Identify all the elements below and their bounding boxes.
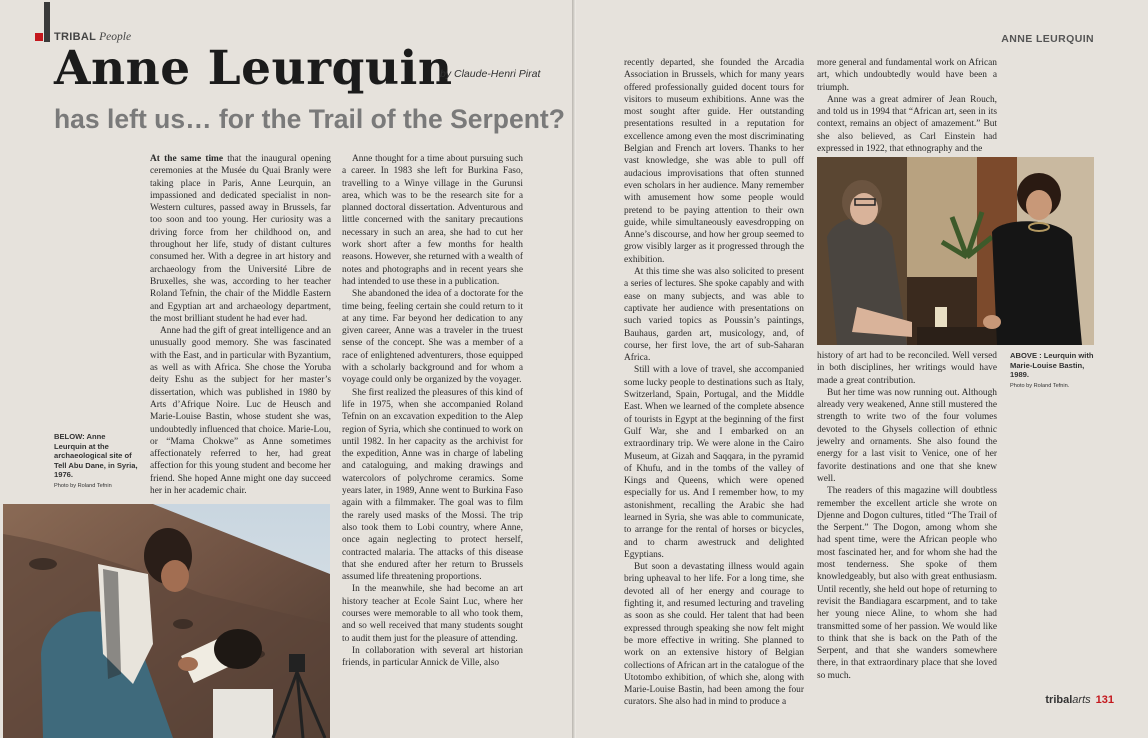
section-label-bold: TRIBAL [54,31,97,43]
section-marker-bar [44,2,50,42]
article-subtitle: has left us… for the Trail of the Serpent? [54,104,565,134]
text-column-4-bottom [817,350,997,682]
caption-text: ABOVE : Leurquin with Marie-Louise Bastin, 1989. [1010,351,1094,380]
paragraph-text: that the inaugural opening ceremonies at the Musée du Quai Branly were taking place in Paris, Anne Leurquin, an impassioned and dedicated specialist in non-Western cultures, passed away in Brussels, far too soon and too young. Her curiosity was a driving force from her childhood on, and throughout her life, study of distant cultures consumed her. With a degree in art history and archaeology from the Université Libre de Bruxelles, she was, according to her teacher Roland Tefnin, the chair of the Middle Eastern and Egyptian art and archaeology department, the most brilliant student he had ever had. [150,154,331,324]
paragraph: Anne was a great admirer of Jean Rouch, and told us in 1994 that “African art, seen in its context, remains an object of amazement.” But she also believed, as Carl Einstein had expressed in 1922, that ethnography and the [817,94,997,155]
paragraph: In the meanwhile, she had become an art history teacher at Ecole Saint Luc, where her courses were memorable to all who took them, and so well received that many students sought to audit them just for the pleasure of attending. [342,584,523,644]
text-column-4-top [817,57,997,155]
page-number: 131 [1095,694,1114,706]
photo-leurquin-bastin [817,157,1094,345]
lead-in: At the same time [150,154,224,164]
photo-archaeological-site [3,504,330,738]
paragraph: But her time was now running out. Although already very weakened, Anne still mustered the strength to write two of the four volumes devoted to the Ghysels collection of ethnic jewelry and ornaments. She also found the energy for a last visit to Venice, one of her favorite destinations and one that she knew well. [817,387,997,484]
paragraph: recently departed, she founded the Arcadia Association in Brussels, which for many years offered professionally guided docent tours for visitors to museum exhibitions. Anne was the most sought after guide. Her outstanding presentations resulted in a reputation for excellence among even the most discriminating Belgian and French art lovers. Thanks to her vast knowledge, she was able to pull off audacious improvisations that often stunned even scholars in her audience. Many remember with amusement how some people would pretend to be paying attention to their own guide, while simultaneously eavesdropping on Anne’s discourse, and how her group seemed to grow visibly larger as it progressed through the exhibition. [624,58,804,265]
photo-illustration [3,504,330,738]
page-folio [1045,694,1114,706]
left-page [0,0,572,738]
paragraph: Anne had the gift of great intelligence and an unusually good memory. She was fascinated with the East, and in particular with Byzantium, as well as with Africa. She chose the Yoruba deity Eshu as the subject for her master’s dissertation, which was published in 1980 by Arts d’Afrique Noire. Luc de Heusch and Marie-Louise Bastin, whose student she was, undoubtedly influenced that choice. Marie-Lou, or “Mama Chokwe” as Anne sometimes affectionately referred to her, had great affection for this young student and become her friend. She hoped Anne might one day succeed her in her academic chair. [150,326,331,497]
caption-text: BELOW: Anne Leurquin at the archaeological site of Tell Abu Dane, in Syria, 1976. [54,432,138,480]
section-marker-square [35,33,43,41]
paragraph: She first realized the pleasures of this kind of life in 1975, when she accompanied Roland Tefnin on an excavation expedition to the Alep region of Syria, which she continued to work on until 1982. In her capacity as the archivist for the expedition, Anne was in charge of labeling and cataloguing, and making drawings and watercolors of polychrome ceramics. Some years later, in 1989, Anne went to Burkina Faso again with a filmmaker. The goal was to film the rarely used masks of the Mossi. The trip also took them to Lobi country, where Anne, once again neglecting to protect herself, contracted malaria. The attacks of this disease that she endured after her return to Brussels assumed life threatening proportions. [342,387,523,583]
photo-illustration [817,157,1094,345]
article-byline: by Claude-Henri Pirat [440,68,541,80]
paragraph: In collaboration with several art historian friends, in particular Annick de Ville, also [342,645,523,669]
section-label-italic: People [99,31,132,43]
right-photo-caption [1010,351,1098,391]
paragraph: Still with a love of travel, she accompanied some lucky people to destinations such as Italy, Switzerland, Spain, Portugal, and the Middle East. When we learned of the complete absence of tourists in Egypt at the beginning of the first Gulf War, she and I embarked on an extraordinary trip. We were alone in the Cairo Museum, at Gizah and Saqqara, in the pyramid of Khufu, and in the tombs of the valley of Kings and Queens, which were opened especially for us. And I remember how, to my astonishment, recalling the Arabic she had learned in Syria, she was able to communicate, to arrange for the rental of horses or bicycles, and to charm awestruck and delighted Egyptians. [624,365,804,560]
photo-credit: Photo by Roland Tefnin [54,482,112,489]
folio-brand-bold: tribal [1045,694,1073,706]
text-column-2 [342,153,523,669]
text-column-3 [624,57,804,709]
paragraph: history of art had to be reconciled. Well versed in both disciplines, her writings would have made a great contribution. [817,351,997,386]
paragraph: But soon a devastating illness would again bring upheaval to her life. For a long time, she devoted all of her energy and courage to fighting it, and resumed lecturing and traveling as soon as she could. Her talent that had been expressed through speaking she now felt might be more effective in writing. She planned to work on an extensive history of Belgian collections of African art in the catalogue of the Utotombo exhibition, of which she, along with Marie-Louise Bastin, had been among the four curators. She also had in mind to produce a [624,562,804,708]
running-head: ANNE LEURQUIN [1001,33,1094,45]
left-photo-caption [54,432,140,492]
paragraph: She abandoned the idea of a doctorate for the time being, feeling certain she could return to it at any time. Far beyond her dedication to any given career, Anne was a traveler in the truest sense of the concept. She was a member of a race of enlightened adventurers, those equipped with a scholarly background and for whom a voyage could only be organized by the voyager. [342,289,523,386]
paragraph: more general and fundamental work on African art, which undoubtedly would have been a triumph. [817,58,997,93]
right-page [576,0,1148,738]
paragraph: At this time she was also solicited to present a series of lectures. She spoke capably and with ease on many subjects, and was able to captivate her audience with presentations on such varied topics as Poussin’s paintings, Bauhaus, garden art, musicology, and, of course, her first love, the art of sub-Saharan Africa. [624,267,804,364]
paragraph: The readers of this magazine will doubtless remember the excellent article she wrote on Djenne and Dogon cultures, titled “The Trail of the Serpent.” The Dogon, among whom she had spent time, were the African people who most fascinated her, and for whom she had the most tenderness. She spoke of them knowledgeably, but also with great enthusiasm. Until recently, she held out hope of returning to revisit the Bandiagara escarpment, and to take her young niece Aline, to whom she had transmitted some of her passion. We would like to think that she is back on the Path of the Serpent, and that she wanders somewhere there, in that extraordinary place that she loved so much. [817,486,997,681]
folio-brand-italic: arts [1072,694,1091,706]
paragraph: Anne thought for a time about pursuing such a career. In 1983 she left for Burkina Faso, travelling to a Winye village in the Gurunsi area, which was to be the research site for a planned doctoral dissertation. Adventurous and little concerned with the sanitary precautions necessary in such an area, she had to cut her work short after a few months for health reasons. However, she returned with a wealth of notes and photographs and in recent years she had intended to use these in a publication. [342,154,523,287]
photo-credit: Photo by Roland Tefnin. [1010,382,1070,389]
paragraph [150,153,331,325]
text-column-1 [150,153,331,497]
article-title: Anne Leurquin [54,41,453,96]
